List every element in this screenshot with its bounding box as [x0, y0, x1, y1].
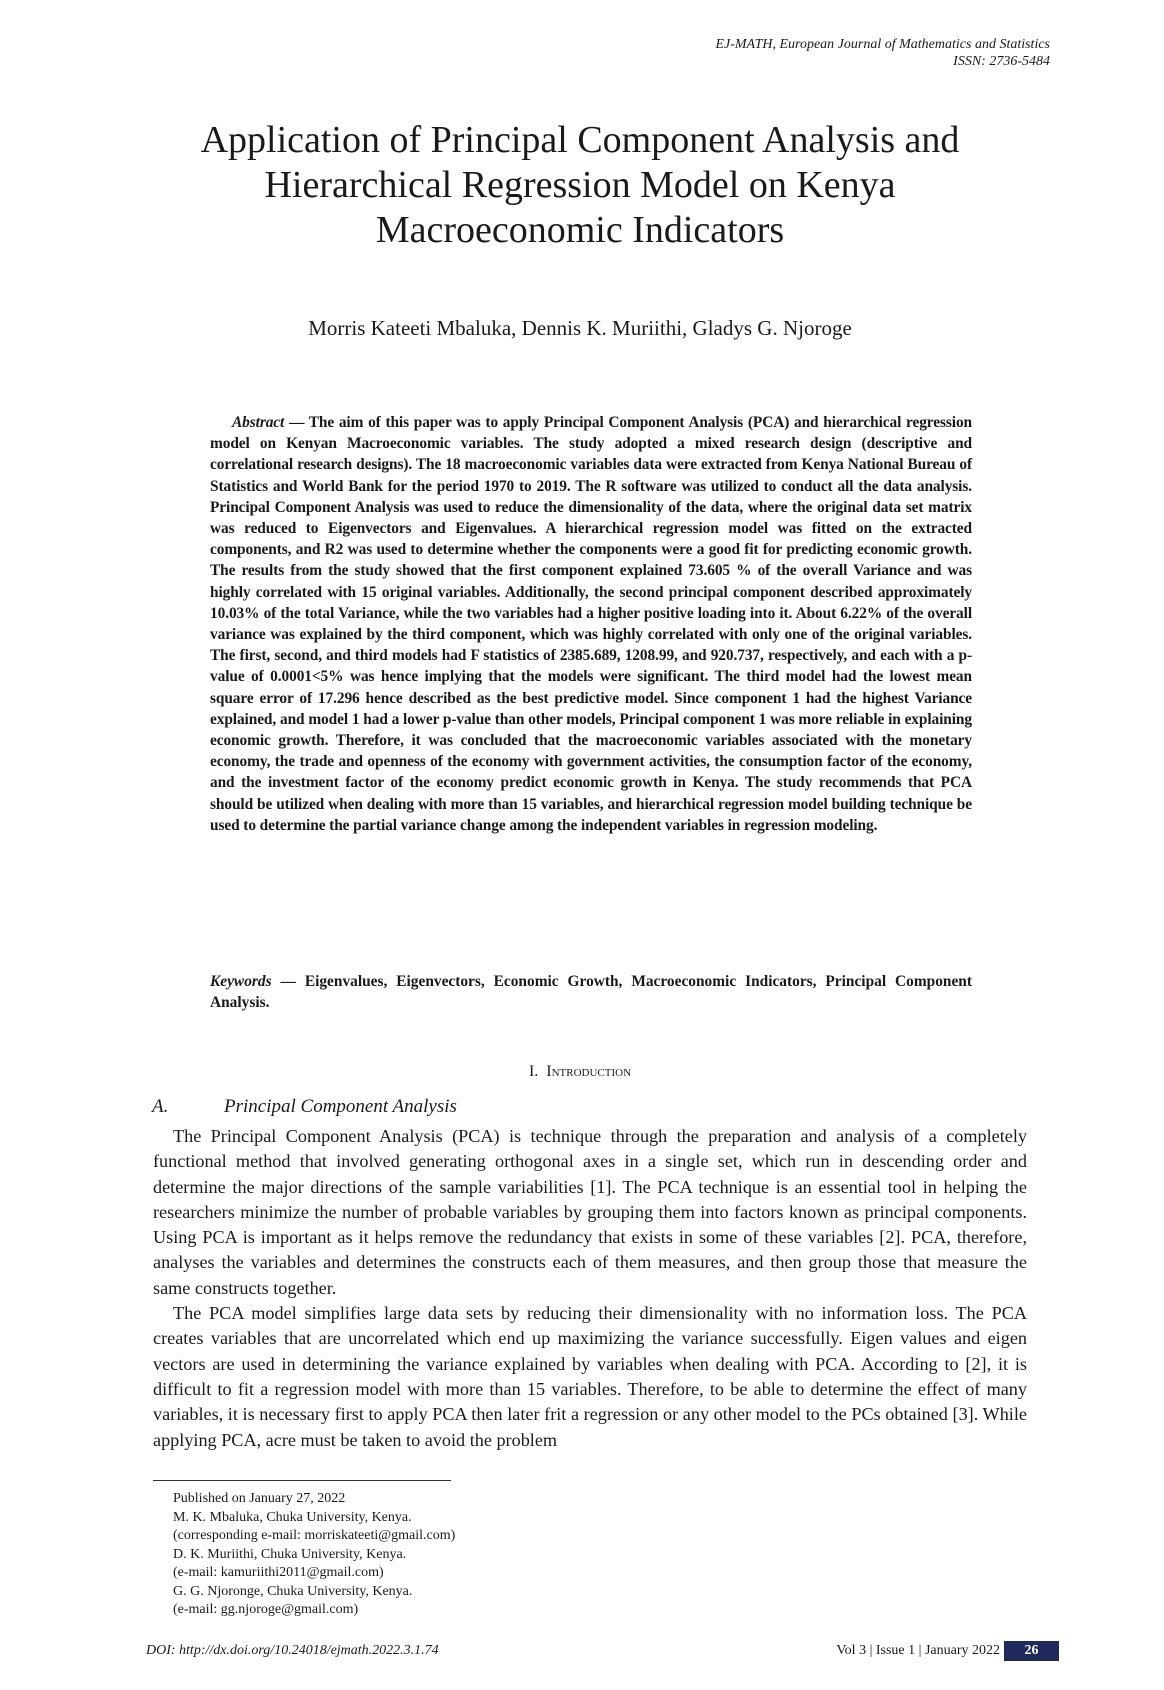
author-list: Morris Kateeti Mbaluka, Dennis K. Muriithi, Gladys G. Njoroge [308, 316, 852, 340]
subsection-heading [152, 1096, 457, 1118]
section-title: Introduction [546, 1063, 632, 1080]
footnote-author-3: G. G. Njoronge, Chuka University, Kenya. [173, 1583, 413, 1599]
body-text [153, 1124, 1027, 1453]
keywords-label: Keywords [210, 973, 272, 990]
keywords-separator: — [271, 973, 305, 990]
footnote-author-2: D. K. Muriithi, Chuka University, Kenya. [173, 1546, 407, 1562]
footnote-divider [153, 1480, 451, 1481]
abstract [210, 412, 972, 836]
page-number-badge: 26 [1004, 1641, 1059, 1661]
paragraph: The Principal Component Analysis (PCA) is technique through the preparation and analysis of a completely functional method that involved generating orthogonal axes in a single set, which run in descending order and determine the major directions of the sample variabilities [1]. The PCA technique is an essential tool in helping the researchers minimize the number of probable variables by grouping them into factors known as principal components. Using PCA is important as it helps remove the redundancy that exists in some of these variables [2]. PCA, therefore, analyses the variables and determines the constructs each of them measures, and then group those that measure the same constructs together. [153, 1126, 1027, 1298]
footnote-author-1: M. K. Mbaluka, Chuka University, Kenya. [173, 1509, 412, 1525]
footnote-email-2[interactable]: (e-mail: kamuriithi2011@gmail.com) [173, 1565, 384, 1580]
subsection-number: A. [152, 1096, 169, 1117]
footnote-email-3[interactable]: (e-mail: gg.njoroge@gmail.com) [173, 1602, 359, 1617]
abstract-label: Abstract [232, 414, 285, 431]
abstract-text: The aim of this paper was to apply Principal Component Analysis (PCA) and hierarchical regression model on Kenyan Macroeconomic variables. The study adopted a mixed research design (descriptive and correlational research designs). The 18 macroeconomic variables data were extracted from Kenya National Bureau of Statistics and World Bank for the period 1970 to 2019. The R software was utilized to conduct all the data analysis. Principal Component Analysis was used to reduce the dimensionality of the data, where the original data set matrix was reduced to Eigenvectors and Eigenvalues. A hierarchical regression model was fitted on the extracted components, and R2 was used to determine whether the components were a good fit for predicting economic growth. The results from the study showed that the first component explained 73.605 % of the overall Variance and was highly correlated with 15 original variables. Additionally, the second principal component described approximately 10.03% of the total Variance, while the two variables had a higher positive loading into it. About 6.22% of the overall variance was explained by the third component, which was highly correlated with only one of the original variables. The first, second, and third models had F statistics of 2385.689, 1208.99, and 920.737, respectively, and each with a p-value of 0.0001<5% was hence implying that the models were significant. The third model had the lowest mean square error of 17.296 hence described as the best predictive model. Since component 1 had the highest Variance explained, and model 1 had a lower p-value than other models, Principal component 1 was more reliable in explaining economic growth. Therefore, it was concluded that the macroeconomic variables associated with the monetary economy, the trade and openness of the economy with government activities, the consumption factor of the economy, and the investment factor of the economy predict economic growth in Kenya. The study recommends that PCA should be utilized when dealing with more than 15 variables, and hierarchical regression model building technique be used to determine the partial variance change among the independent variables in regression modeling. [210, 414, 972, 834]
running-header [715, 36, 1050, 70]
section-number: I. [528, 1063, 539, 1080]
footnote-email-1[interactable]: (corresponding e-mail: morriskateeti@gmail.com) [173, 1528, 456, 1543]
paragraph: The PCA model simplifies large data sets by reducing their dimensionality with no information loss. The PCA creates variables that are uncorrelated which end up maximizing the variance successfully. Eigen values and eigen vectors are used in determining the variance explained by variables when dealing with PCA. According to [2], it is difficult to fit a regression model with more than 15 variables. Therefore, to be able to determine the effect of many variables, it is necessary first to apply PCA then later frit a regression or any other model to the PCs obtained [3]. While applying PCA, acre must be taken to avoid the problem [153, 1303, 1027, 1450]
journal-name: EJ-MATH, European Journal of Mathematics and Statistics [715, 37, 1050, 52]
subsection-title: Principal Component Analysis [224, 1096, 457, 1117]
issn: ISSN: 2736-5484 [953, 54, 1050, 69]
abstract-separator: — [284, 414, 309, 431]
keywords [210, 971, 972, 1013]
footnote-published: Published on January 27, 2022 [173, 1491, 346, 1506]
volume-info: Vol 3 | Issue 1 | January 2022 [836, 1643, 1000, 1658]
keywords-text: Eigenvalues, Eigenvectors, Economic Growth, Macroeconomic Indicators, Principal Component Analysis. [210, 973, 972, 1011]
section-heading [140, 1063, 1020, 1081]
footnotes [173, 1490, 455, 1620]
doi-link[interactable]: DOI: http://dx.doi.org/10.24018/ejmath.2022.3.1.74 [146, 1643, 439, 1658]
paper-title: Application of Principal Component Analysis and Hierarchical Regression Model on Kenya Macroeconomic Indicators [200, 119, 960, 251]
